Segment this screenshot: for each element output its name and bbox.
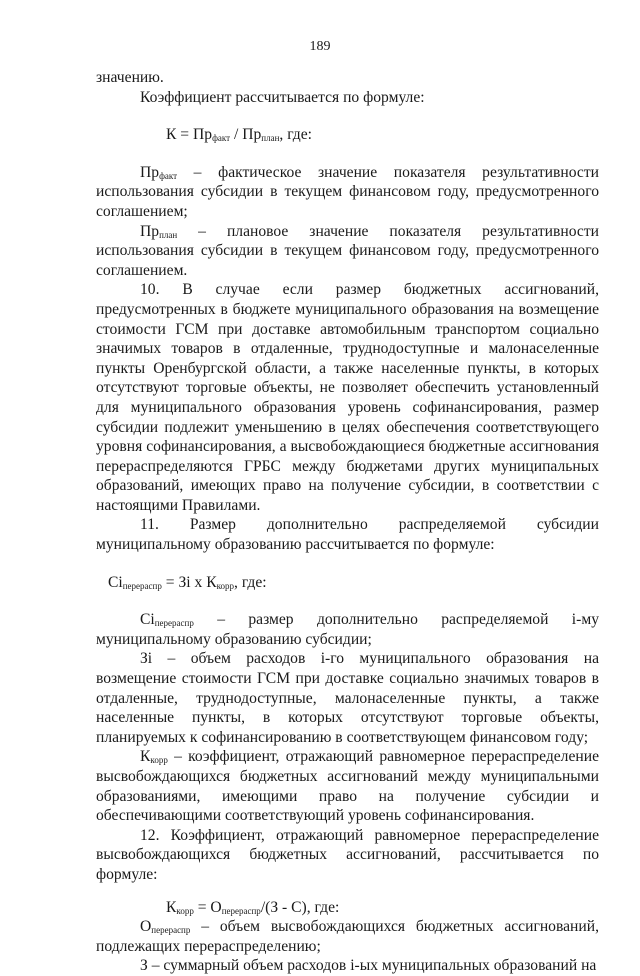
definition-plan: $Пр_{план}$ – плановое значение показателя результативности использования субсидии в текущем финансовом году, предусмотренного соглашением. xyxy=(96,222,599,279)
formula-coefficient: $К = Пр_{факт} / Пр_{план}$, где: xyxy=(166,126,312,144)
document-body xyxy=(96,68,599,976)
paragraph-10: 10. В случае если размер бюджетных ассигнований, предусмотренных в бюджете муниципального образования на возмещение стоимости ГСМ при доставке автомобильным транспортом социально значимых товаров в отдаленные, труднодоступные и малонаселенные пункты Оренбургской области, а также населенные пункты, в которых отсутствуют торговые объекты, не позволяет обеспечить установленный для муниципального образования уровень софинансирования, размер субсидии подлежит уменьшению в целях обеспечения соответствующего уровня софинансирования, а высвобождающиеся бюджетные ассигнования перераспределяются ГРБС между бюджетами других муниципальных образований, имеющих право на получение субсидии, в соответствии с настоящими Правилами. xyxy=(96,281,599,514)
definition-kkorr: $К_{корр}$ – коэффициент, отражающий равномерное перераспределение высвобождающихся бюджетных ассигнований между муниципальными образованиями, имеющими право на получение субсидии и обеспечивающими соответствующий уровень софинансирования. xyxy=(96,748,599,825)
paragraph-coefficient-intro: Коэффициент рассчитывается по формуле: xyxy=(140,88,425,106)
formula-additional-subsidy: $Сi_{перераспр}$ = Зi х $К_{корр}$, где: xyxy=(108,573,267,591)
definition-zi: Зi – объем расходов i-го муниципального образования на возмещение стоимости ГСМ при доставке социально значимых товаров в отдаленные, труднодоступные, малонаселенные пункты, а также населенные пункты, в которых отсутствуют торговые объекты, планируемых к софинансированию в соответствующем финансовом году; xyxy=(96,650,599,746)
definition-z: З – суммарный объем расходов i-ых муниципальных образований на xyxy=(140,957,597,975)
formula-correction-coefficient: $К_{корр} = О_{перераспр}/(З - С)$, где: xyxy=(166,898,340,916)
paragraph-continuation: значению. xyxy=(96,69,164,86)
paragraph-12: 12. Коэффициент, отражающий равномерное перераспределение высвобождающихся бюджетных ассигнований, рассчитывается по формуле: xyxy=(96,826,599,883)
definition-o: $О_{перераспр}$ – объем высвобождающихся бюджетных ассигнований, подлежащих перераспределению; xyxy=(96,918,599,955)
paragraph-11: 11. Размер дополнительно распределяемой субсидии муниципальному образованию рассчитывается по формуле: xyxy=(96,516,599,554)
page-number: 189 xyxy=(309,39,331,54)
definition-fact: $Пр_{факт}$ – фактическое значение показателя результативности использования субсидии в текущем финансовом году, предусмотренного соглашением; xyxy=(96,163,599,220)
definition-ci: $Сi_{перераспр}$ – размер дополнительно распределяемой i-му муниципальному образованию субсидии; xyxy=(96,611,599,648)
